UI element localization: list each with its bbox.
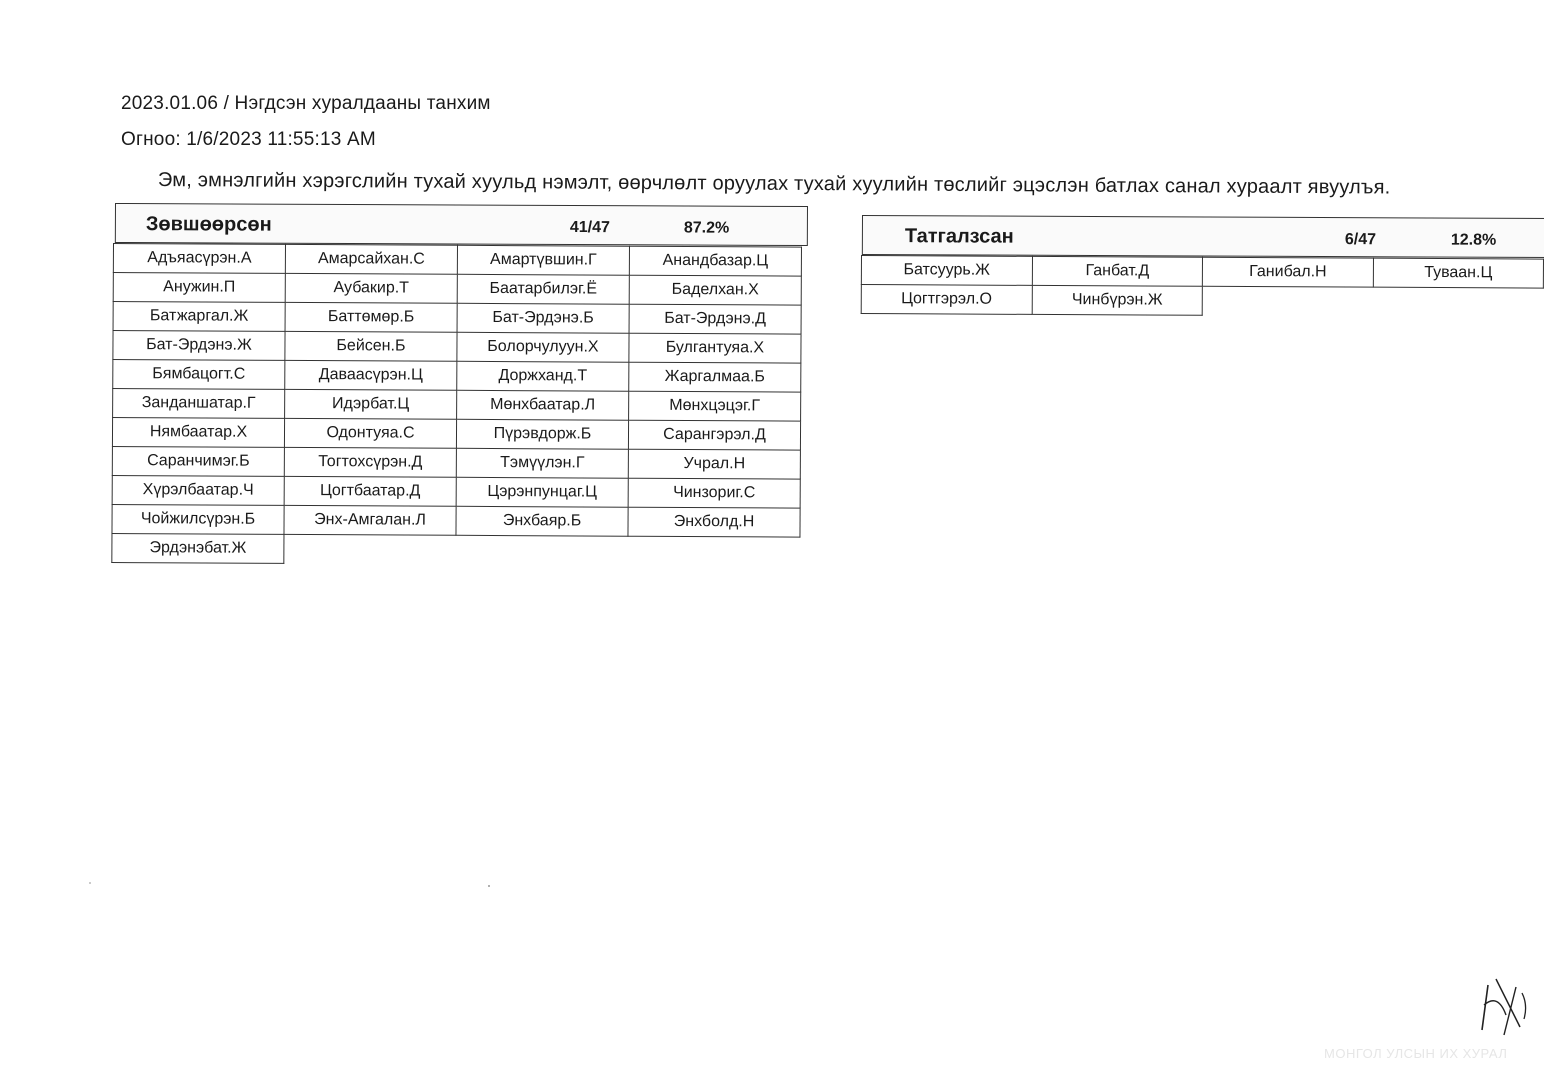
- table-row: [861, 285, 1543, 318]
- member-name-cell: Батсуурь.Ж: [861, 256, 1032, 286]
- member-name-cell: Бат-Эрдэнэ.Д: [629, 304, 801, 334]
- member-name-cell: Ганибал.Н: [1203, 257, 1374, 287]
- approved-table: [111, 243, 802, 567]
- member-name-cell: Хүрэлбаатар.Ч: [112, 475, 284, 505]
- member-name-cell: Бейсен.Б: [285, 331, 457, 361]
- rejected-table-body: [861, 256, 1543, 318]
- table-row: [112, 475, 800, 508]
- member-name-cell: Бат-Эрдэнэ.Ж: [113, 331, 285, 361]
- member-name-cell: Мөнхцэцэг.Г: [629, 391, 801, 421]
- member-name-cell: Чойжилсүрэн.Б: [112, 504, 284, 534]
- table-row: [113, 389, 801, 422]
- member-name-cell: Даваасүрэн.Ц: [285, 360, 457, 390]
- approved-table-body: [112, 244, 802, 567]
- member-name-cell: Цогтгэрэл.О: [861, 285, 1032, 315]
- member-name-cell: Бат-Эрдэнэ.Б: [457, 303, 629, 333]
- handwritten-signature: [1476, 975, 1544, 1045]
- approved-header: [115, 203, 808, 246]
- member-name-cell: Учрал.Н: [628, 449, 800, 479]
- member-name-cell: Баатарбилэг.Ё: [457, 274, 629, 304]
- rejected-percent: 12.8%: [1450, 231, 1497, 249]
- member-name-cell: Чинбүрэн.Ж: [1032, 285, 1203, 315]
- session-date-line: 2023.01.06 / Нэгдсэн хуралдааны танхим: [121, 93, 491, 114]
- member-name-cell: Болорчулуун.Х: [457, 332, 629, 362]
- table-row: [861, 256, 1543, 289]
- motion-text: Эм, эмнэлгийн хэрэгслийн тухай хуульд нэмэлт, өөрчлөлт оруулах тухай хуулийн төслийг эцэслэн батлах санал хураалт явуулъя.: [157, 169, 1391, 199]
- member-name-cell: Мөнхбаатар.Л: [457, 390, 629, 420]
- member-name-cell: Энхбаяр.Б: [456, 506, 628, 536]
- member-name-cell: Цэрэнпунцаг.Ц: [456, 477, 628, 507]
- table-row: [112, 533, 800, 566]
- member-name-cell: Анандбазар.Ц: [629, 246, 801, 276]
- table-row: [113, 360, 801, 393]
- table-row: [112, 504, 800, 537]
- member-name-cell: Ганбат.Д: [1032, 256, 1203, 286]
- member-name-cell: Энхболд.Н: [628, 507, 800, 537]
- approved-percent: 87.2%: [683, 219, 730, 237]
- table-row: [113, 331, 801, 364]
- member-name-cell: Пүрэвдорж.Б: [456, 419, 628, 449]
- table-row: [112, 418, 800, 451]
- session-time-line: Огноо: 1/6/2023 11:55:13 AM: [121, 129, 376, 150]
- member-name-cell: Саранчимэг.Б: [112, 446, 284, 476]
- member-name-cell: Занданшатар.Г: [113, 389, 285, 419]
- member-name-cell: Аубакир.Т: [285, 273, 457, 303]
- member-name-cell: Бямбацогт.С: [113, 360, 285, 390]
- member-name-cell: Сарангэрэл.Д: [628, 420, 800, 450]
- member-name-cell: Туваан.Ц: [1373, 258, 1543, 288]
- rejected-title: Татгалзсан: [904, 225, 1014, 248]
- member-name-cell: Адъяасүрэн.А: [113, 244, 285, 274]
- member-name-cell: Чинзориг.С: [628, 478, 800, 508]
- member-name-cell: Одонтуяа.С: [284, 418, 456, 448]
- member-name-cell: Цогтбаатар.Д: [284, 476, 456, 506]
- table-row: [113, 244, 801, 277]
- member-name-cell: Амартүвшин.Г: [457, 245, 629, 275]
- member-name-cell: Тэмүүлэн.Г: [456, 448, 628, 478]
- member-name-cell: Доржханд.Т: [457, 361, 629, 391]
- member-name-cell: Идэрбат.Ц: [285, 389, 457, 419]
- member-name-cell: Баделхан.Х: [629, 275, 801, 305]
- member-name-cell: Батжаргал.Ж: [113, 302, 285, 332]
- member-name-cell: Энх-Амгалан.Л: [284, 505, 456, 535]
- approved-title: Зөвшөөрсөн: [145, 213, 272, 236]
- member-name-cell: Жаргалмаа.Б: [629, 362, 801, 392]
- member-name-cell: Баттөмөр.Б: [285, 302, 457, 332]
- member-name-cell: Тогтохсүрэн.Д: [284, 447, 456, 477]
- member-name-cell: Булгантуяа.Х: [629, 333, 801, 363]
- rejected-count: 6/47: [1344, 231, 1377, 249]
- rejected-table: [861, 255, 1544, 318]
- table-row: [113, 302, 801, 335]
- table-row: [112, 446, 800, 479]
- scan-speck: [89, 882, 91, 884]
- member-name-cell: Нямбаатар.Х: [112, 418, 284, 448]
- scan-speck: [488, 885, 490, 887]
- approved-count: 41/47: [569, 218, 610, 237]
- table-row: [113, 273, 801, 306]
- parliament-watermark: МОНГОЛ УЛСЫН ИХ ХУРАЛ: [1324, 1046, 1508, 1061]
- rejected-header: [862, 215, 1544, 258]
- member-name-cell: Эрдэнэбат.Ж: [112, 533, 284, 563]
- member-name-cell: Анужин.П: [113, 273, 285, 303]
- member-name-cell: Амарсайхан.С: [285, 244, 457, 274]
